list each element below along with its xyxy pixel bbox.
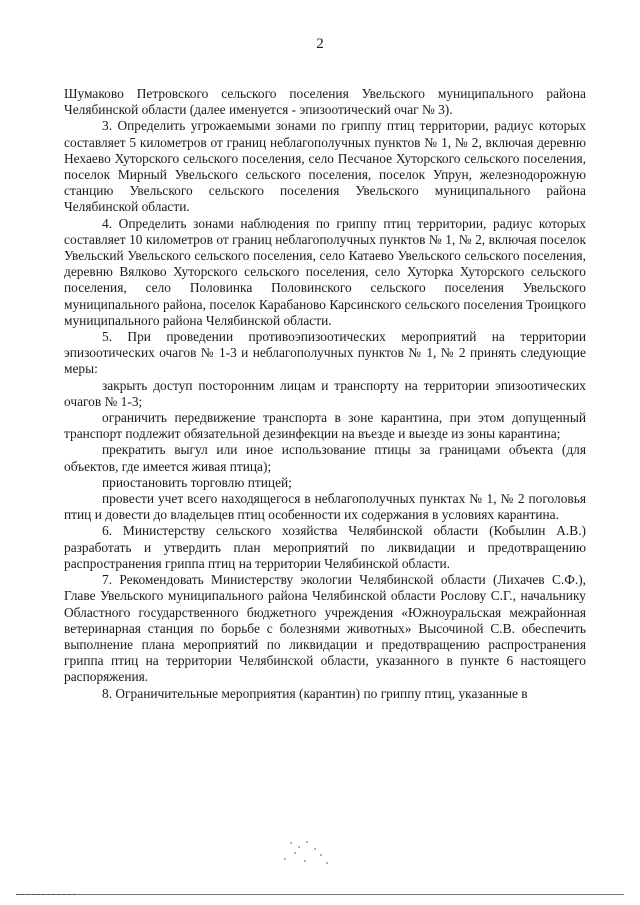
page-bottom-dashes xyxy=(16,894,76,896)
paragraph-item-4: 4. Определить зонами наблюдения по гриппу птиц территории, радиус которых составляет 10 километров от границ неблагополучных пунктов № 1, № 2, включая поселок Увельский Увельского сельского поселения, село Катаево Увельского сельского поселения, деревню Вялково Хуторского сельского поселения, село Хуторка Хуторского сельского поселения, село Половинка Половинского сельского поселения Увельского муниципального района, поселок Карабаново Карсинского сельского поселения Троицкого муниципального района Челябинской области. xyxy=(64,215,586,328)
paragraph-measure-restrict-transport: ограничить передвижение транспорта в зоне карантина, при этом допущенный транспорт подлежит обязательной дезинфекции на въезде и выезде из зоны карантина; xyxy=(64,410,586,442)
paragraph-item-8: 8. Ограничительные мероприятия (карантин) по гриппу птиц, указанные в xyxy=(102,685,528,701)
paragraph-measure-suspend-trade: приостановить торговлю птицей; xyxy=(102,474,292,490)
paragraph-continuation: Шумаково Петровского сельского поселения Увельского муниципального района Челябинской области (далее именуется - эпизоотический очаг № 3). xyxy=(64,86,586,118)
paragraph-item-3: 3. Определить угрожаемыми зонами по гриппу птиц территории, радиус которых составляет 5 километров от границ неблагополучных пунктов № 1, № 2, включая деревню Нехаево Хуторского сельского поселения, село Песчаное Хуторского сельского поселения, поселок Мирный Увельского сельского поселения, поселок Упрун, железнодорожную станцию Увельского сельского поселения Увельского муниципального района Челябинской области. xyxy=(64,118,586,215)
scan-artifact-mark xyxy=(276,838,336,868)
page-bottom-rule xyxy=(16,894,624,895)
paragraph-measure-census: провести учет всего находящегося в неблагополучных пунктах № 1, № 2 поголовья птиц и довести до владельцев птиц особенности их содержания в условиях карантина. xyxy=(64,491,586,523)
page-number: 2 xyxy=(316,36,324,52)
paragraph-measure-stop-grazing: прекратить выгул или иное использование птицы за границами объекта (для объектов, где имеется живая птица); xyxy=(64,442,586,474)
paragraph-item-6: 6. Министерству сельского хозяйства Челябинской области (Кобылин А.В.) разработать и утвердить план мероприятий по ликвидации и предотвращению распространения гриппа птиц на территории Челябинской области. xyxy=(64,523,586,571)
paragraph-measure-close-access: закрыть доступ посторонним лицам и транспорту на территории эпизоотических очагов № 1-3; xyxy=(64,377,586,409)
paragraph-item-5: 5. При проведении противоэпизоотических мероприятий на территории эпизоотических очагов № 1-3 и неблагополучных пунктов № 1, № 2 принять следующие меры: xyxy=(64,329,586,377)
paragraph-item-7: 7. Рекомендовать Министерству экологии Челябинской области (Лихачев С.Ф.), Главе Увельского муниципального района Челябинской области Рослову С.Г., начальнику Областного государственного бюджетного учреждения «Южноуральская межрайонная ветеринарная станция по борьбе с болезнями животных» Высочиной С.В. обеспечить выполнение плана мероприятий по ликвидации и предотвращению распространения гриппа птиц на территории Челябинской области, указанного в пункте 6 настоящего распоряжения. xyxy=(64,572,586,685)
document-body xyxy=(64,86,586,702)
